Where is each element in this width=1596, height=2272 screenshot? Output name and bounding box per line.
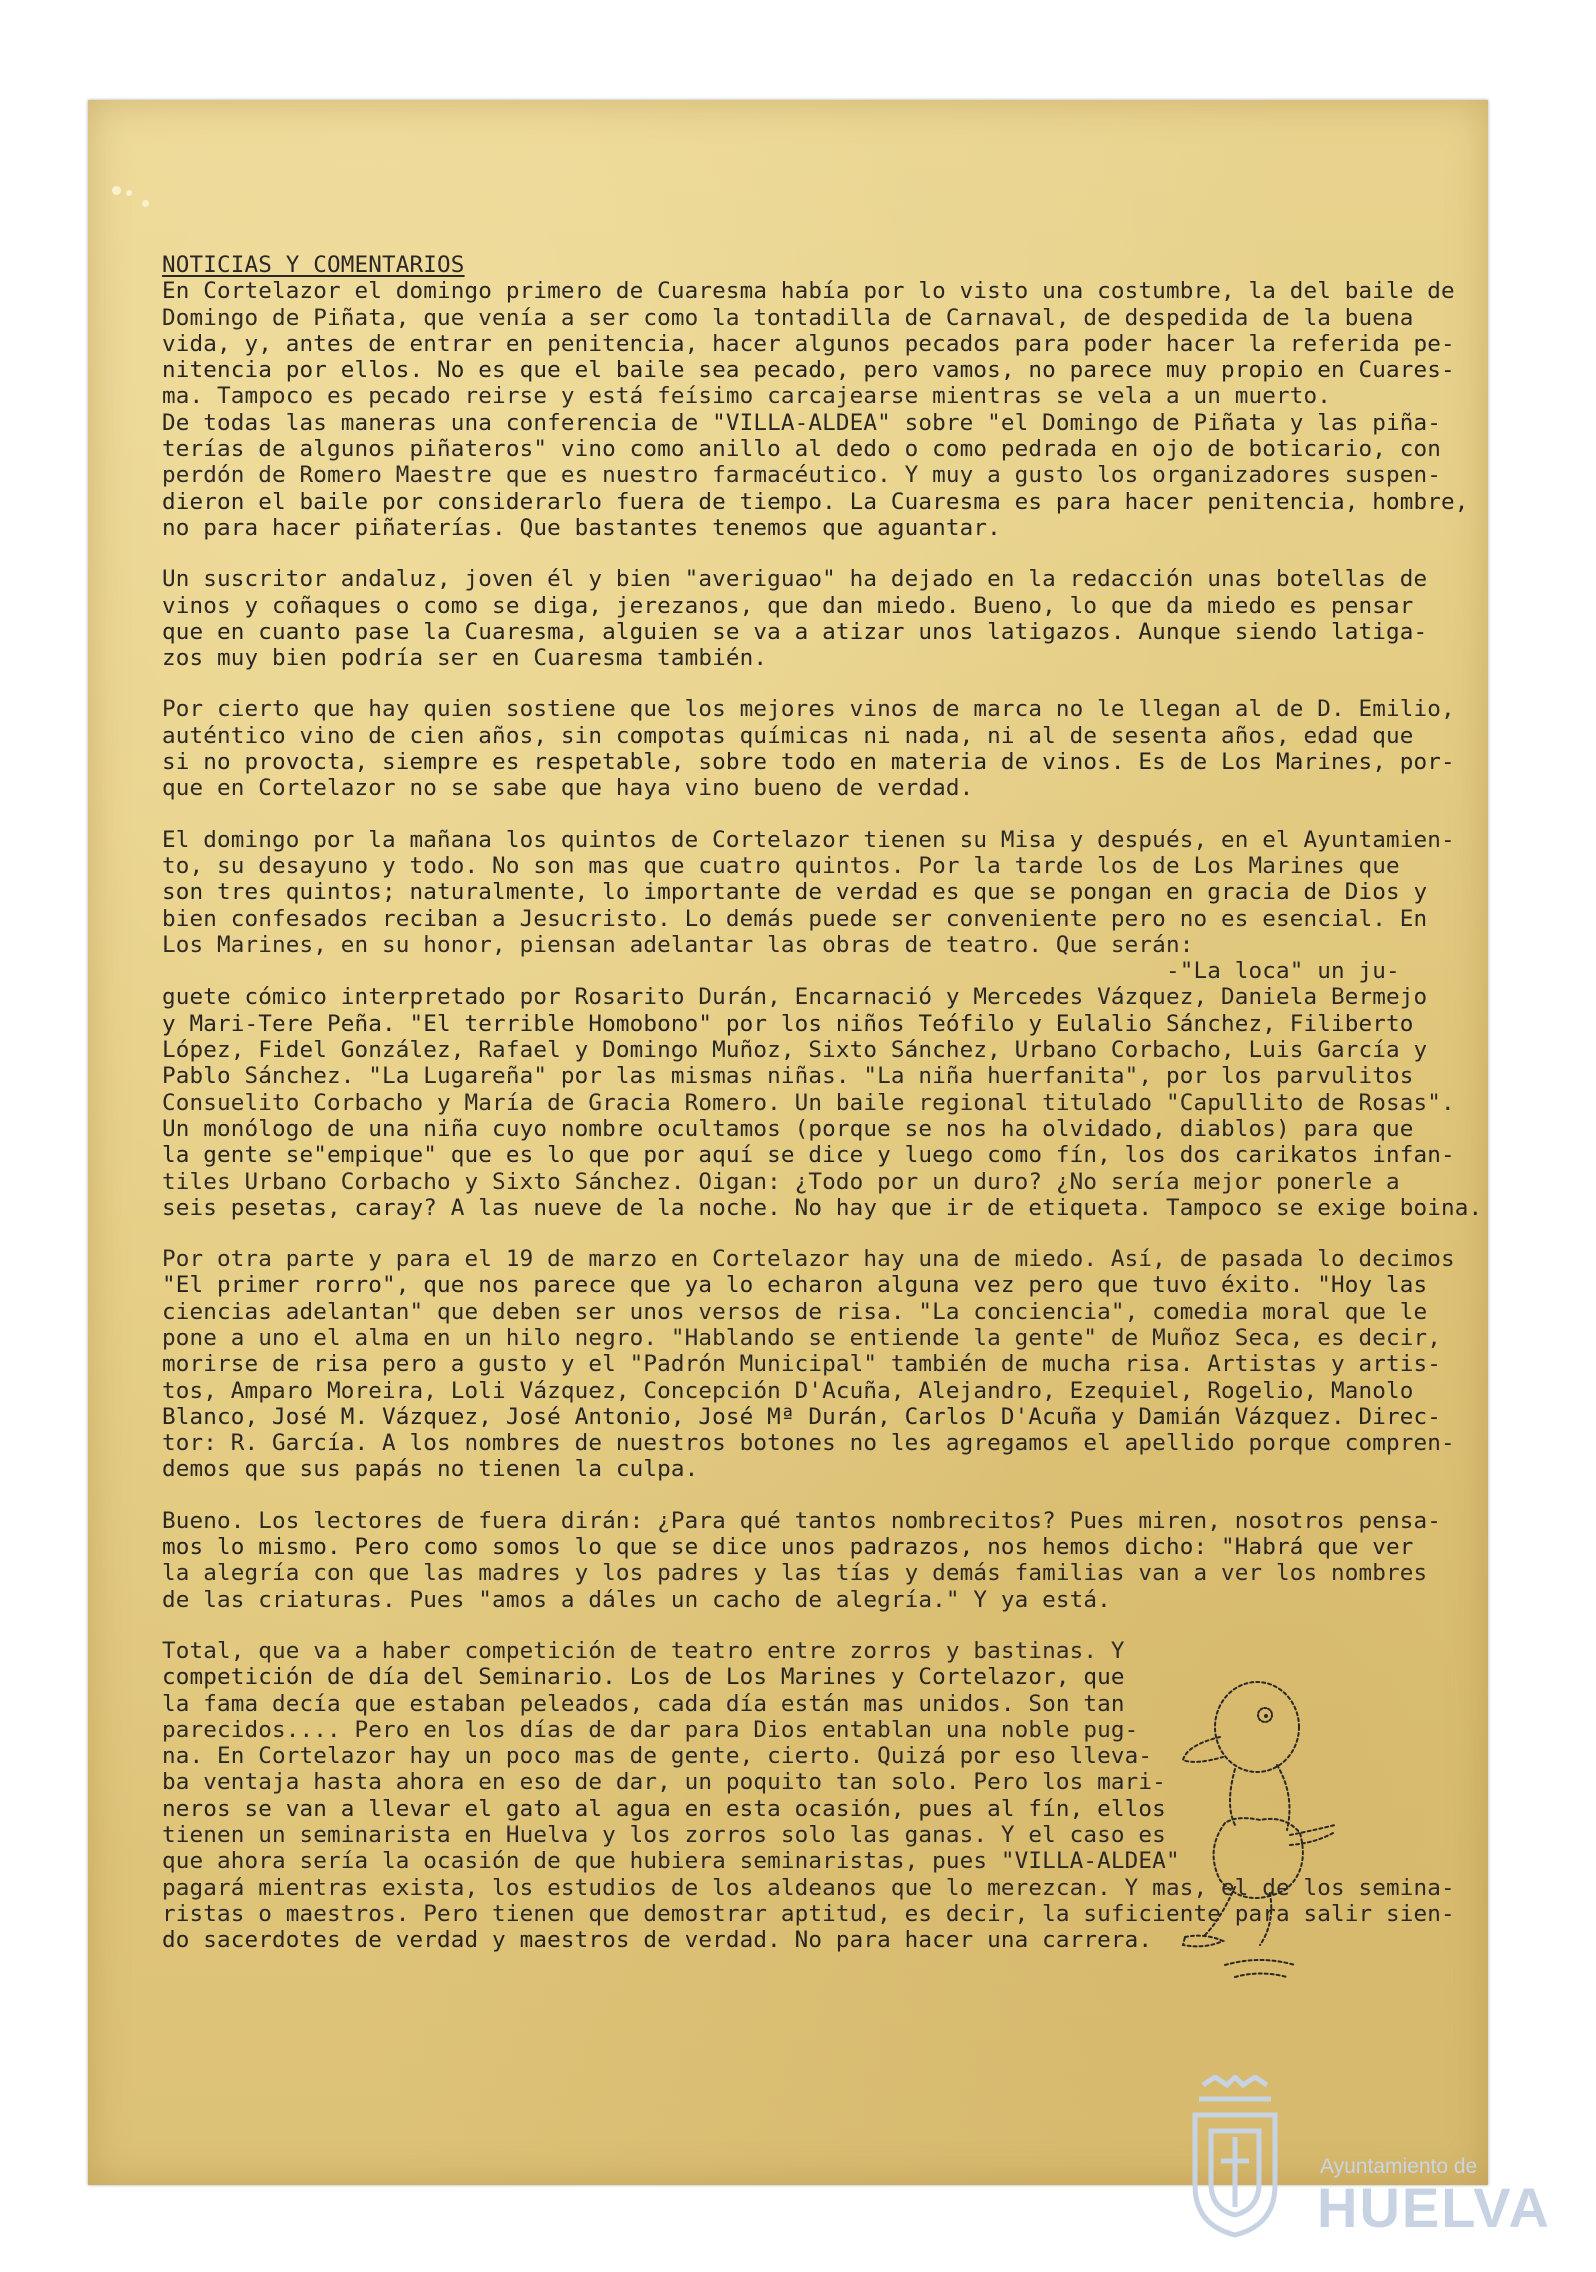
paragraph-gap bbox=[162, 541, 1474, 566]
text-line: que en cuanto pase la Cuaresma, alguien se va a atizar unos latigazos. Aunque siendo latiga- bbox=[162, 618, 1428, 645]
paper-hole bbox=[126, 190, 132, 196]
text-line: mos lo mismo. Pero como somos lo que se dice unos padrazos, nos hemos dicho: "Habrá que ver bbox=[162, 1534, 1414, 1561]
text-line: Consuelito Corbacho y María de Gracia Romero. Un baile regional titulado "Capullito de Rosas". bbox=[162, 1089, 1455, 1116]
text-line: parecidos.... Pero en los días de dar para Dios entablan una noble pug- bbox=[162, 1716, 1139, 1743]
text-line: Un suscritor andaluz, joven él y bien "averiguao" ha dejado en la redacción unas botellas de bbox=[162, 566, 1428, 593]
text-line: Por otra parte y para el 19 de marzo en Cortelazor hay una de miedo. Así, de pasada lo decimos bbox=[162, 1246, 1455, 1273]
watermark-caption: Ayuntamiento de bbox=[1320, 2155, 1478, 2178]
paragraph-gap bbox=[162, 1613, 1474, 1638]
text-line: competición de día del Seminario. Los de Los Marines y Cortelazor, que bbox=[162, 1664, 1125, 1691]
text-line: Un monólogo de una niña cuyo nombre ocultamos (porque se nos ha olvidado, diablos) para que bbox=[162, 1115, 1414, 1142]
text-line: Los Marines, en su honor, piensan adelantar las obras de teatro. Que serán: bbox=[162, 931, 1194, 958]
text-line: la alegría con que las madres y los padres y las tías y demás familias van a ver los nombres bbox=[162, 1560, 1428, 1587]
city-crest-icon bbox=[1185, 2075, 1285, 2240]
huelva-watermark bbox=[1185, 2075, 1551, 2245]
paragraph-gap bbox=[162, 802, 1474, 827]
text-line: ristas o maestros. Pero tienen que demostrar aptitud, es decir, la suficiente para salir sien- bbox=[162, 1900, 1455, 1927]
text-line: morirse de risa pero a gusto y el "Padrón Municipal" también de mucha risa. Artistas y artis- bbox=[162, 1351, 1441, 1378]
text-line: son tres quintos; naturalmente, lo importante de verdad es que se pongan en gracia de Dios y bbox=[162, 879, 1428, 906]
text-line: Pablo Sánchez. "La Lugareña" por las mismas niñas. "La niña huerfanita", por los parvulitos bbox=[162, 1063, 1414, 1090]
text-line: perdón de Romero Maestre que es nuestro farmacéutico. Y muy a gusto los organizadores suspen- bbox=[162, 462, 1441, 489]
text-line: do sacerdotes de verdad y maestros de verdad. No para hacer una carrera. bbox=[162, 1927, 1153, 1954]
watermark-title: HUELVA bbox=[1317, 2176, 1551, 2239]
document-heading: NOTICIAS Y COMENTARIOS bbox=[162, 252, 465, 278]
text-line: na. En Cortelazor hay un poco mas de gente, cierto. Quizá por eso lleva- bbox=[162, 1743, 1153, 1770]
text-line: -"La loca" un ju- bbox=[162, 958, 1400, 985]
text-line: tienen un seminarista en Huelva y los zorros solo las ganas. Y el caso es bbox=[162, 1822, 1166, 1849]
text-line: la gente se"empique" que es lo que por aquí se dice y luego como fín, los dos carikatos infan- bbox=[162, 1142, 1455, 1169]
text-line: to, su desayuno y todo. No son mas que cuatro quintos. Por la tarde los de Los Marines que bbox=[162, 852, 1400, 879]
text-line: demos que sus papás no tienen la culpa. bbox=[162, 1456, 699, 1483]
text-line: ba ventaja hasta ahora en eso de dar, un poquito tan solo. Pero los mari- bbox=[162, 1769, 1166, 1796]
text-line: zos muy bien podría ser en Cuaresma también. bbox=[162, 645, 768, 672]
paragraph-gap bbox=[162, 1483, 1474, 1508]
text-line: Bueno. Los lectores de fuera dirán: ¿Para qué tantos nombrecitos? Pues miren, nosotros pensa- bbox=[162, 1507, 1441, 1534]
text-line: vinos y coñaques o como se diga, jerezanos, que dan miedo. Bueno, lo que da miedo es pensar bbox=[162, 592, 1414, 619]
text-line: bien confesados reciban a Jesucristo. Lo demás puede ser conveniente pero no es esencial. En bbox=[162, 905, 1428, 932]
paper-hole bbox=[142, 200, 149, 207]
text-line: De todas las maneras una conferencia de "VILLA-ALDEA" sobre "el Domingo de Piñata y las piña- bbox=[162, 409, 1441, 436]
text-line: la fama decía que estaban peleados, cada día están mas unidos. Son tan bbox=[162, 1690, 1125, 1717]
text-line: ciencias adelantan" que deben ser unos versos de risa. "La conciencia", comedia moral que le bbox=[162, 1298, 1428, 1325]
text-line: tos, Amparo Moreira, Loli Vázquez, Concepción D'Acuña, Alejandro, Ezequiel, Rogelio, Manolo bbox=[162, 1377, 1414, 1404]
duck-illustration bbox=[1165, 1665, 1340, 1995]
text-line: ma. Tampoco es pecado reirse y está feísimo carcajearse mientras se vela a un muerto. bbox=[162, 383, 1331, 410]
text-line: que en Cortelazor no se sabe que haya vino bueno de verdad. bbox=[162, 775, 974, 802]
text-line: Blanco, José M. Vázquez, José Antonio, José Mª Durán, Carlos D'Acuña y Damián Vázquez. Direc- bbox=[162, 1403, 1441, 1430]
text-line: de las criaturas. Pues "amos a dáles un cacho de alegría." Y ya está. bbox=[162, 1586, 1111, 1613]
text-line: Domingo de Piñata, que venía a ser como la tontadilla de Carnaval, de despedida de la buena bbox=[162, 304, 1414, 331]
text-line: pagará mientras exista, los estudios de los aldeanos que lo merezcan. Y mas, el de los semina- bbox=[162, 1874, 1455, 1901]
text-line: si no provocta, siempre es respetable, sobre todo en materia de vinos. Es de Los Marines, por- bbox=[162, 749, 1455, 776]
text-line: no para hacer piñaterías. Que bastantes tenemos que aguantar. bbox=[162, 514, 1001, 541]
text-line: Total, que va a haber competición de teatro entre zorros y bastinas. Y bbox=[162, 1637, 1125, 1664]
text-line: Por cierto que hay quien sostiene que los mejores vinos de marca no le llegan al de D. Emilio, bbox=[162, 696, 1455, 723]
text-line: El domingo por la mañana los quintos de Cortelazor tienen su Misa y después, en el Ayuntamien- bbox=[162, 826, 1455, 853]
paragraph-gap bbox=[162, 671, 1474, 696]
text-line: nitencia por ellos. No es que el baile sea pecado, pero vamos, no parece muy propio en Cuares- bbox=[162, 357, 1455, 384]
paper-hole bbox=[112, 186, 121, 195]
text-line: En Cortelazor el domingo primero de Cuaresma había por lo visto una costumbre, la del baile de bbox=[162, 278, 1455, 305]
text-line: tiles Urbano Corbacho y Sixto Sánchez. Oigan: ¿Todo por un duro? ¿No sería mejor ponerle a bbox=[162, 1168, 1400, 1195]
text-line: que ahora sería la ocasión de que hubiera seminaristas, pues "VILLA-ALDEA" bbox=[162, 1848, 1180, 1875]
text-line: guete cómico interpretado por Rosarito Durán, Encarnació y Mercedes Vázquez, Daniela Bermejo bbox=[162, 984, 1428, 1011]
text-line: neros se van a llevar el gato al agua en esta ocasión, pues al fín, ellos bbox=[162, 1795, 1166, 1822]
text-line: seis pesetas, caray? A las nueve de la noche. No hay que ir de etiqueta. Tampoco se exige boina. bbox=[162, 1194, 1483, 1221]
text-line: pone a uno el alma en un hilo negro. "Hablando se entiende la gente" de Muñoz Seca, es decir, bbox=[162, 1324, 1441, 1351]
text-line: dieron el baile por considerarlo fuera de tiempo. La Cuaresma es para hacer penitencia, hombre, bbox=[162, 488, 1469, 515]
text-line: López, Fidel González, Rafael y Domingo Muñoz, Sixto Sánchez, Urbano Corbacho, Luis García y bbox=[162, 1037, 1428, 1064]
text-line: "El primer rorro", que nos parece que ya lo echaron alguna vez pero que tuvo éxito. "Hoy las bbox=[162, 1272, 1428, 1299]
text-line: auténtico vino de cien años, sin compotas químicas ni nada, ni al de sesenta años, edad que bbox=[162, 722, 1414, 749]
text-line: terías de algunos piñateros" vino como anillo al dedo o como pedrada en ojo de boticario, con bbox=[162, 436, 1441, 463]
text-line: vida, y, antes de entrar en penitencia, hacer algunos pecados para poder hacer la referida pe- bbox=[162, 330, 1455, 357]
text-line: tor: R. García. A los nombres de nuestros botones no les agregamos el apellido porque compren- bbox=[162, 1430, 1455, 1457]
paragraph-gap bbox=[162, 1221, 1474, 1246]
text-line: y Mari-Tere Peña. "El terrible Homobono" por los niños Teófilo y Eulalio Sánchez, Filiberto bbox=[162, 1010, 1414, 1037]
